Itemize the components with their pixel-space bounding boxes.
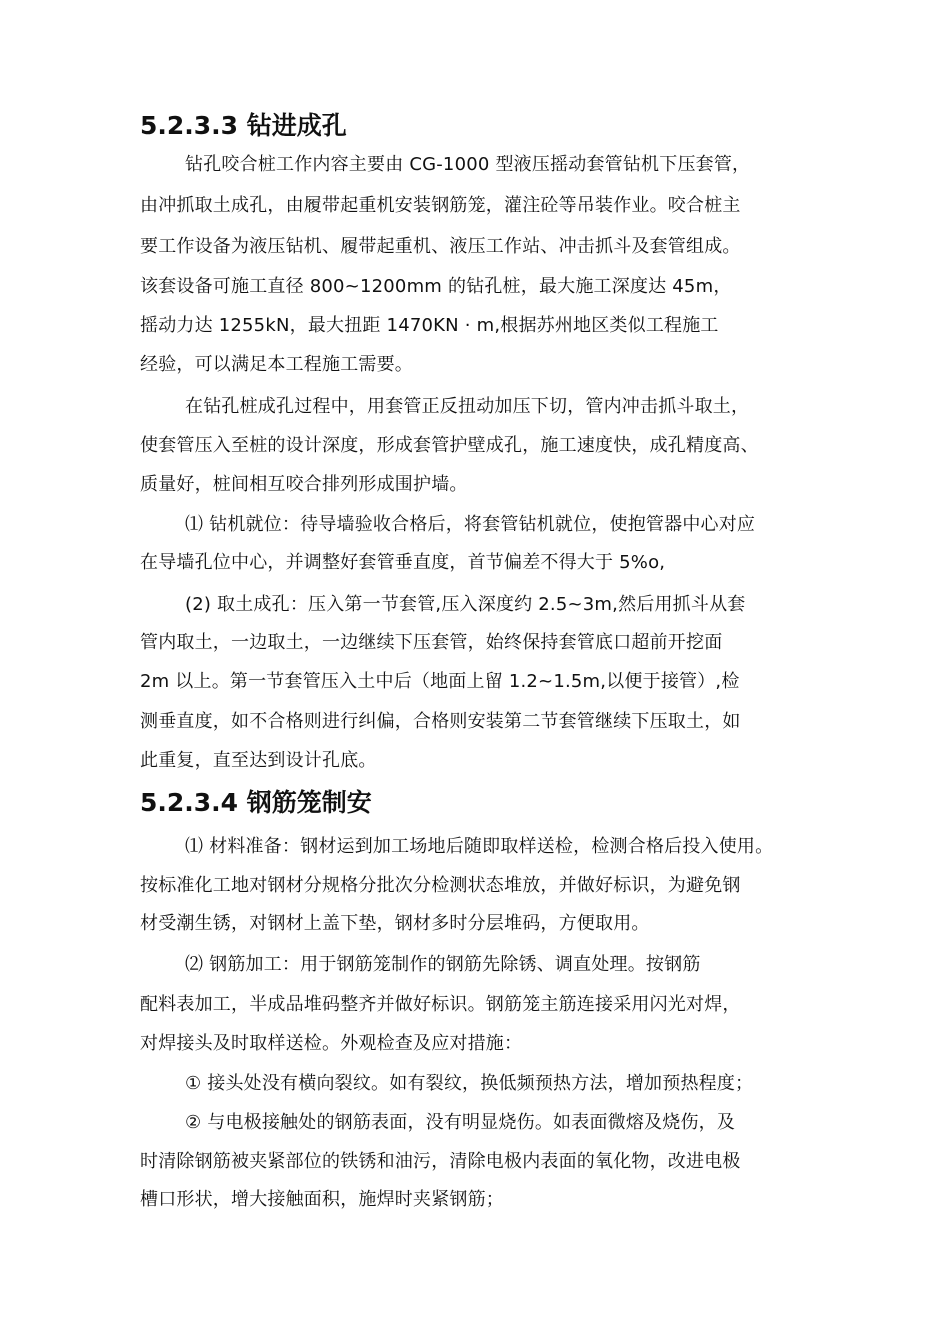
paragraph-line: 槽口形状，增大接触面积，施焊时夹紧钢筋； [140,1189,504,1210]
paragraph-line: 要工作设备为液压钻机、履带起重机、液压工作站、冲击抓斗及套管组成。 [140,236,741,257]
section-heading-rebar-cage: 5.2.3.4 钢筋笼制安 [140,788,372,817]
paragraph-line: ⑴ 材料准备：钢材运到加工场地后随即取样送检，检测合格后投入使用。 [185,836,774,857]
paragraph-line: 时清除钢筋被夹紧部位的铁锈和油污，清除电极内表面的氧化物，改进电极 [140,1151,741,1172]
paragraph-line: 使套管压入至桩的设计深度，形成套管护壁成孔，施工速度快，成孔精度高、 [140,435,759,456]
section-heading-drilling: 5.2.3.3 钻进成孔 [140,111,347,140]
paragraph-line: 质量好，桩间相互咬合排列形成围护墙。 [140,474,468,495]
paragraph-line: 2m 以上。第一节套管压入土中后（地面上留 1.2~1.5m,以便于接管）,检 [140,671,740,692]
paragraph-line: (2) 取土成孔：压入第一节套管,压入深度约 2.5~3m,然后用抓斗从套 [185,594,746,615]
list-item: ② 与电极接触处的钢筋表面，没有明显烧伤。如表面微熔及烧伤，及 [185,1112,736,1133]
paragraph-line: 配料表加工，半成品堆码整齐并做好标识。钢筋笼主筋连接采用闪光对焊， [140,994,741,1015]
paragraph-line: 该套设备可施工直径 800~1200mm 的钻孔桩，最大施工深度达 45m， [140,276,732,297]
paragraph-line: 在钻孔桩成孔过程中，用套管正反扭动加压下切，管内冲击抓斗取土， [185,396,750,417]
paragraph-line: 钻孔咬合桩工作内容主要由 CG-1000 型液压摇动套管钻机下压套管， [185,154,751,175]
list-item: ① 接头处没有横向裂纹。如有裂纹，换低频预热方法，增加预热程度； [185,1073,754,1094]
paragraph-line: 经验，可以满足本工程施工需要。 [140,354,413,375]
paragraph-line: 测垂直度，如不合格则进行纠偏，合格则安装第二节套管继续下压取土，如 [140,711,741,732]
paragraph-line: 此重复，直至达到设计孔底。 [140,750,377,771]
paragraph-line: 在导墙孔位中心，并调整好套管垂直度，首节偏差不得大于 5%o, [140,552,666,573]
paragraph-line: 对焊接头及时取样送检。外观检查及应对措施： [140,1033,523,1054]
paragraph-line: ⑴ 钻机就位：待导墙验收合格后，将套管钻机就位，使抱管器中心对应 [185,514,756,535]
paragraph-line: 材受潮生锈，对钢材上盖下垫，钢材多时分层堆码，方便取用。 [140,913,650,934]
paragraph-line: 摇动力达 1255kN，最大扭距 1470KN · m,根据苏州地区类似工程施工 [140,315,719,336]
paragraph-line: 按标准化工地对钢材分规格分批次分检测状态堆放，并做好标识，为避免钢 [140,875,741,896]
paragraph-line: ⑵ 钢筋加工：用于钢筋笼制作的钢筋先除锈、调直处理。按钢筋 [185,954,701,975]
paragraph-line: 管内取土，一边取土，一边继续下压套管，始终保持套管底口超前开挖面 [140,632,723,653]
paragraph-line: 由冲抓取土成孔，由履带起重机安装钢筋笼，灌注砼等吊装作业。咬合桩主 [140,195,741,216]
